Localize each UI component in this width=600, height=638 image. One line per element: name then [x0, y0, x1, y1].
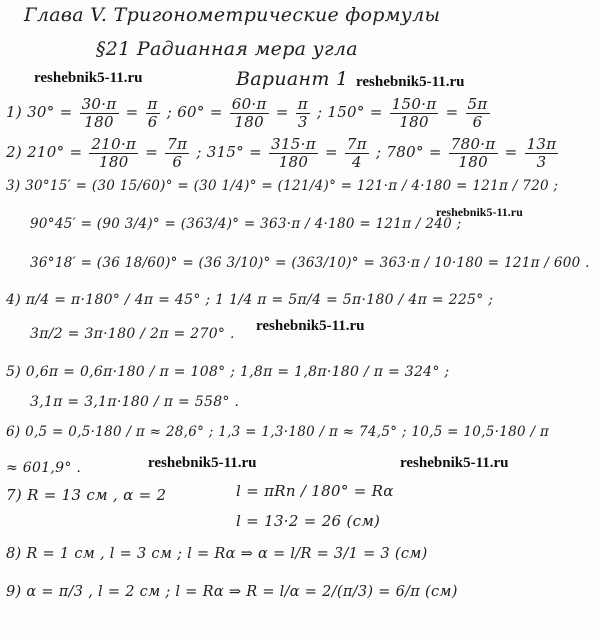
task-9-text: α = π/3 , l = 2 см ; l = Rα ⇒ R = l/α = 2/(π/3) = 6/π (см) — [26, 584, 458, 600]
watermark-3: reshebnik5-11.ru — [436, 205, 523, 219]
frac-num: π — [147, 95, 158, 113]
task-7-label: 7) — [6, 486, 22, 504]
task-6-line-1 — [6, 424, 549, 440]
fraction — [449, 136, 498, 170]
task-2-b: ; 315° = — [196, 143, 263, 161]
frac-num: 210·π — [91, 135, 137, 153]
task-3-expr-2: 90°45′ = (90 3/4)° = (363/4)° = 363·π / 4·180 = 121π / 240 ; — [30, 216, 462, 232]
task-7-result-text: l = 13·2 = 26 (см) — [236, 512, 381, 530]
task-3-line-2 — [30, 216, 462, 232]
frac-den: 6 — [472, 112, 483, 131]
task-5-expr-2: 3,1π = 3,1π·180 / π = 558° . — [30, 394, 240, 410]
task-7-result — [236, 512, 380, 530]
task-8 — [6, 546, 428, 562]
task-5-line-1 — [6, 364, 449, 380]
frac-num: π — [297, 95, 308, 113]
task-2-a: 210° = — [27, 143, 83, 161]
watermark-2: reshebnik5-11.ru — [356, 74, 465, 90]
task-1 — [6, 96, 492, 130]
equals: = — [324, 143, 338, 161]
task-3-expr-3: 36°18′ = (36 18/60)° = (36 3/10)° = (363/10)° = 363·π / 10·180 = 121π / 600 . — [30, 255, 590, 271]
task-4-expr-1: π/4 = π·180° / 4π = 45° ; 1 1/4 π = 5π/4 = 5π·180 / 4π = 225° ; — [25, 292, 494, 308]
task-7-given — [6, 486, 166, 504]
task-9-label: 9) — [6, 584, 22, 600]
task-7-given-text: R = 13 см , α = 2 — [27, 486, 167, 504]
task-9 — [6, 584, 458, 600]
frac-den: 180 — [399, 112, 429, 131]
task-4-label: 4) — [6, 292, 21, 308]
frac-num: 5π — [467, 95, 488, 113]
task-2-label: 2) — [6, 143, 22, 161]
task-1-label: 1) — [6, 103, 22, 121]
frac-num: 315·π — [271, 135, 316, 153]
task-8-text: R = 1 см , l = 3 см ; l = Rα ⇒ α = l/R = 3/1 = 3 (см) — [26, 546, 428, 562]
frac-den: 6 — [172, 152, 183, 171]
task-5-label: 5) — [6, 364, 21, 380]
frac-num: 780·π — [450, 135, 496, 153]
task-7-formula — [236, 482, 394, 500]
fraction — [146, 96, 160, 130]
task-3-expr-1: 30°15′ = (30 15/60)° = (30 1/4)° = (121/4)° = 121·π / 4·180 = 121π / 720 ; — [25, 178, 559, 194]
task-3-line-3 — [30, 255, 590, 271]
frac-den: 180 — [84, 112, 114, 131]
fraction — [165, 136, 189, 170]
task-6-line-2 — [6, 460, 81, 476]
task-1-a: 30° = — [27, 103, 73, 121]
task-4-line-1 — [6, 292, 493, 308]
task-7-formula-text: l = πRn / 180° = Rα — [236, 482, 394, 500]
frac-num: 7π — [167, 135, 188, 153]
fraction — [296, 96, 310, 130]
frac-num: 13π — [526, 135, 557, 153]
frac-den: 3 — [536, 152, 547, 171]
fraction — [89, 136, 138, 170]
task-3-line-1 — [6, 178, 558, 194]
task-1-c: ; 150° = — [316, 103, 383, 121]
task-1-b: ; 60° = — [166, 103, 223, 121]
variant-heading: Вариант 1 — [236, 68, 349, 90]
task-8-label: 8) — [6, 546, 22, 562]
equals: = — [145, 143, 159, 161]
watermark-1: reshebnik5-11.ru — [34, 70, 143, 86]
frac-den: 180 — [278, 152, 309, 171]
fraction — [345, 136, 369, 170]
frac-den: 180 — [99, 152, 129, 171]
frac-num: 150·π — [391, 95, 437, 113]
frac-den: 4 — [351, 152, 362, 171]
fraction — [466, 96, 490, 130]
frac-num: 7π — [346, 135, 367, 153]
task-4-expr-2: 3π/2 = 3π·180 / 2π = 270° . — [30, 326, 235, 342]
frac-den: 180 — [234, 112, 264, 131]
watermark-5: reshebnik5-11.ru — [148, 455, 257, 471]
frac-num: 60·π — [231, 95, 267, 113]
task-3-label: 3) — [6, 178, 21, 194]
chapter-title: Глава V. Тригонометрические формулы — [24, 4, 441, 26]
fraction — [80, 96, 119, 130]
fraction — [525, 136, 559, 170]
task-6-expr-2: ≈ 601,9° . — [6, 460, 82, 476]
fraction — [230, 96, 269, 130]
task-4-line-2 — [30, 326, 235, 342]
task-6-expr-1: 0,5 = 0,5·180 / π ≈ 28,6° ; 1,3 = 1,3·180 / π ≈ 74,5° ; 10,5 = 10,5·180 / π — [25, 424, 550, 440]
frac-num: 30·π — [81, 95, 117, 113]
equals: = — [445, 103, 459, 121]
equals: = — [275, 103, 289, 121]
frac-den: 6 — [147, 112, 158, 131]
task-2 — [6, 136, 560, 170]
section-title: §21 Радианная мера угла — [96, 38, 358, 60]
equals: = — [504, 143, 518, 161]
watermark-4: reshebnik5-11.ru — [256, 318, 365, 334]
task-5-line-2 — [30, 394, 239, 410]
task-6-label: 6) — [6, 424, 21, 440]
watermark-6: reshebnik5-11.ru — [400, 455, 509, 471]
frac-den: 3 — [297, 112, 308, 131]
equals: = — [125, 103, 139, 121]
frac-den: 180 — [458, 152, 488, 171]
fraction — [269, 136, 318, 170]
task-5-expr-1: 0,6π = 0,6π·180 / π = 108° ; 1,8π = 1,8π·180 / π = 324° ; — [25, 364, 450, 380]
task-2-c: ; 780° = — [376, 143, 442, 161]
fraction — [390, 96, 439, 130]
